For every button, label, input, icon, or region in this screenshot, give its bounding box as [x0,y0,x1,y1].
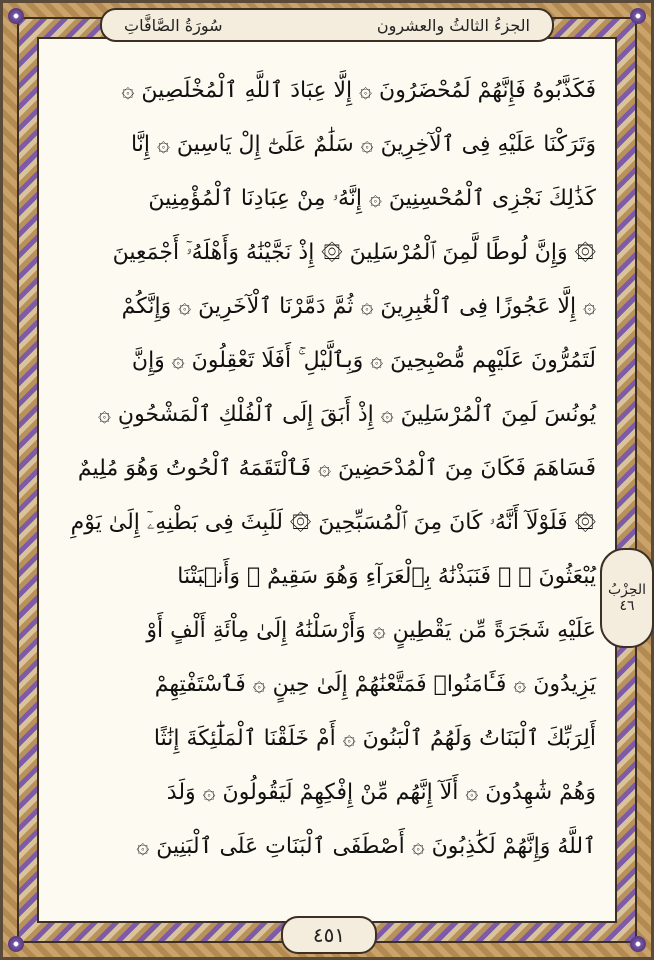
surah-title: سُورَةُ الصَّافَّاتِ [124,15,223,35]
quran-text [58,64,596,902]
text-line: فَسَاهَمَ فَكَانَ مِنَ ٱلْمُدْحَضِينَ ۞ فَٱلْتَقَمَهُ ٱلْحُوتُ وَهُوَ مُلِيمٌ [77,456,596,481]
text-line: يَزِيدُونَ ۞ فَـَٔامَنُوا۟ فَمَتَّعْنَٰهُمْ إِلَىٰ حِينٍ ۞ فَٱسْتَفْتِهِمْ [154,672,596,697]
text-line: ۞ وَإِنَّ لُوطًا لَّمِنَ ٱلْمُرْسَلِينَ ۞ إِذْ نَجَّيْنَٰهُ وَأَهْلَهُۥٓ أَجْمَعِينَ [112,240,596,265]
text-line: عَلَيْهِ شَجَرَةً مِّن يَقْطِينٍ ۞ وَأَرْسَلْنَٰهُ إِلَىٰ مِاْئَةِ أَلْفٍ أَوْ [146,618,596,643]
text-line: يُبْعَثُونَ ۞ ۞ فَنَبَذْنَٰهُ بِٱلْعَرَآءِ وَهُوَ سَقِيمٌ ۞ وَأَنۢبَتْنَا [177,564,596,589]
corner-flower-icon [630,8,646,24]
page-number [281,916,377,954]
text-line: وَتَرَكْنَا عَلَيْهِ فِى ٱلْآخِرِينَ ۞ سَلَٰمٌ عَلَىٰٓ إِلْ يَاسِينَ ۞ إِنَّا [131,132,596,157]
hizb-label: الحِزْبُ [607,582,647,598]
text-line: أَلِرَبِّكَ ٱلْبَنَاتُ وَلَهُمُ ٱلْبَنُونَ ۞ أَمْ خَلَقْنَا ٱلْمَلَٰٓئِكَةَ إِنَٰثًا [153,726,596,751]
hizb-marker [600,548,654,648]
text-line: وَهُمْ شَٰهِدُونَ ۞ أَلَآ إِنَّهُم مِّنْ إِفْكِهِمْ لَيَقُولُونَ ۞ وَلَدَ [166,780,596,805]
text-line: فَكَذَّبُوهُ فَإِنَّهُمْ لَمُحْضَرُونَ ۞ إِلَّا عِبَادَ ٱللَّهِ ٱلْمُخْلَصِينَ ۞ [121,78,596,103]
text-line: ۞ فَلَوْلَآ أَنَّهُۥ كَانَ مِنَ ٱلْمُسَبِّحِينَ ۞ لَلَبِثَ فِى بَطْنِهِۦٓ إِلَىٰ يَوْمِ [70,510,596,535]
text-line: كَذَٰلِكَ نَجْزِى ٱلْمُحْسِنِينَ ۞ إِنَّهُۥ مِنْ عِبَادِنَا ٱلْمُؤْمِنِينَ [148,186,596,211]
corner-flower-icon [8,936,24,952]
text-line: لَتَمُرُّونَ عَلَيْهِم مُّصْبِحِينَ ۞ وَبِٱلَّيْلِ ۚ أَفَلَا تَعْقِلُونَ ۞ وَإِنَّ [131,348,596,373]
text-line: ۞ إِلَّا عَجُوزًا فِى ٱلْغَٰبِرِينَ ۞ ثُمَّ دَمَّرْنَا ٱلْآخَرِينَ ۞ وَإِنَّكُمْ [121,294,596,319]
corner-flower-icon [630,936,646,952]
page-number-text: ٤٥١ [312,923,346,947]
juz-title: الجزءُ الثالثُ والعشرون [376,15,530,35]
text-line: ٱللَّهُ وَإِنَّهُمْ لَكَٰذِبُونَ ۞ أَصْطَفَى ٱلْبَنَاتِ عَلَى ٱلْبَنِينَ ۞ [136,834,596,859]
page-header [100,8,554,42]
corner-flower-icon [8,8,24,24]
hizb-number: ٤٦ [619,598,635,614]
text-line: يُونُسَ لَمِنَ ٱلْمُرْسَلِينَ ۞ إِذْ أَبَقَ إِلَى ٱلْفُلْكِ ٱلْمَشْحُونِ ۞ [98,402,596,427]
